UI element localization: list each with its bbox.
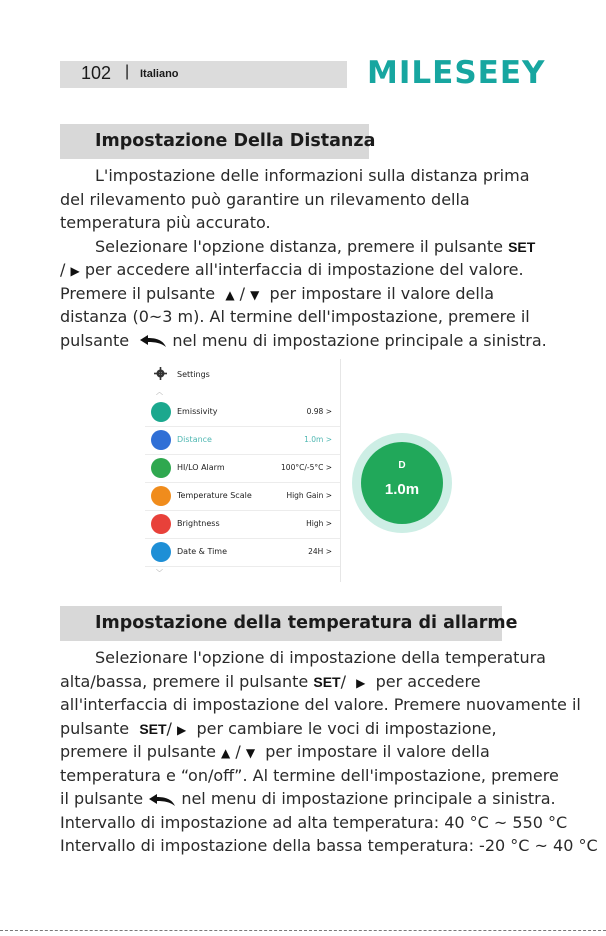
settings-menu — [145, 359, 341, 582]
body-line: Intervallo di impostazione ad alta temperatura: 40 °C ~ 550 °C — [60, 812, 568, 832]
section2-body — [60, 646, 598, 858]
slash-text: / — [239, 283, 246, 303]
down-arrow-icon: ▼ — [245, 746, 256, 760]
body-line: Selezionare l'opzione di impostazione della temperatura — [95, 648, 546, 667]
body-text: per impostare il valore della — [269, 283, 495, 303]
body-line: distanza (0~3 m). Al termine dell'impostazione, premere il — [60, 307, 530, 326]
menu-item-label: Brightness — [177, 519, 220, 528]
menu-item-brightness — [145, 510, 340, 539]
slash-text: / — [60, 260, 66, 279]
right-arrow-icon: ▶ — [356, 675, 366, 690]
down-arrow-icon: ▼ — [250, 287, 260, 302]
up-arrow-icon: ▲ — [221, 746, 231, 760]
distance-icon — [151, 430, 171, 450]
slash-text: / — [166, 718, 172, 738]
menu-item-label: Date & Time — [177, 547, 228, 556]
section1-title: Impostazione Della Distanza — [95, 131, 376, 151]
body-line — [60, 258, 560, 282]
menu-item-date-time — [145, 538, 340, 567]
body-line: del rilevamento può garantire un rilevamento della — [60, 189, 470, 209]
back-arrow-icon — [139, 334, 167, 348]
page-number: 102 — [81, 63, 112, 83]
body-text: per accedere all'interfaccia di impostazione del valore. — [84, 260, 524, 279]
menu-item-value: 24H > — [308, 547, 332, 556]
settings-title: Settings — [177, 370, 210, 379]
body-text: nel menu di impostazione principale a sinistra. — [172, 330, 547, 350]
body-line — [60, 235, 560, 259]
body-text: per cambiare le voci di impostazione, — [196, 718, 497, 738]
menu-item-label: HI/LO Alarm — [177, 463, 225, 472]
menu-item-emissivity — [145, 398, 340, 427]
menu-item-value: High > — [306, 519, 332, 528]
menu-item-label: Distance — [177, 435, 212, 444]
body-text: Selezionare l'opzione distanza, premere il pulsante — [95, 236, 503, 256]
settings-menu-header — [145, 359, 340, 389]
device-settings-screenshot — [145, 359, 460, 582]
slash-text: / — [235, 742, 241, 761]
body-text: premere il pulsante — [60, 742, 216, 761]
header-separator: | — [125, 63, 130, 80]
body-text: pulsante — [60, 718, 130, 738]
section1-body — [60, 164, 560, 352]
menu-item-value: 1.0m > — [304, 435, 332, 444]
back-arrow-icon — [148, 793, 176, 807]
body-line: all'interfaccia di impostazione del valore. Premere nuovamente il — [60, 695, 581, 714]
body-line: temperatura e “on/off”. Al termine dell'impostazione, premere — [60, 765, 559, 785]
body-text: il pulsante — [60, 789, 144, 808]
page-bottom-border — [0, 930, 606, 931]
menu-item-label: Emissivity — [177, 407, 218, 416]
brand-logo: MILESEEY — [367, 55, 546, 91]
distance-display-label: D — [398, 460, 406, 471]
menu-item-value: 0.98 > — [306, 407, 332, 416]
right-arrow-icon: ▶ — [177, 722, 187, 737]
body-line — [60, 740, 560, 764]
set-key-label: SET — [508, 238, 536, 255]
temperature-scale-icon — [151, 486, 171, 506]
menu-item-hilo-alarm — [145, 454, 340, 483]
set-key-label: SET — [139, 720, 167, 737]
gear-icon — [154, 367, 167, 380]
body-text: per impostare il valore della — [265, 742, 490, 761]
body-line — [60, 787, 560, 811]
body-line — [60, 670, 560, 694]
right-arrow-icon: ▶ — [70, 264, 80, 278]
body-line: Intervallo di impostazione della bassa temperatura: -20 °C ~ 40 °C — [60, 836, 598, 855]
alarm-icon — [151, 458, 171, 478]
language-label: Italiano — [140, 68, 179, 80]
menu-item-temperature-scale — [145, 482, 340, 511]
chevron-down-icon: ﹀ — [156, 569, 163, 577]
body-text: Premere il pulsante — [60, 283, 216, 303]
up-arrow-icon: ▲ — [225, 287, 235, 302]
body-text: per accedere — [375, 671, 481, 691]
body-text: alta/bassa, premere il pulsante — [60, 671, 309, 691]
menu-item-value: High Gain > — [286, 491, 332, 500]
section2-title: Impostazione della temperatura di allarme — [95, 613, 518, 633]
body-line — [60, 329, 560, 353]
body-line: L'impostazione delle informazioni sulla distanza prima — [95, 166, 530, 185]
emissivity-icon — [151, 402, 171, 422]
calendar-icon — [151, 542, 171, 562]
body-text: nel menu di impostazione principale a sinistra. — [181, 789, 556, 808]
set-key-label: SET — [313, 673, 341, 690]
brightness-icon — [151, 514, 171, 534]
chevron-up-icon: ︿ — [156, 388, 163, 396]
menu-item-distance — [145, 426, 340, 455]
body-line — [60, 282, 560, 306]
body-text: pulsante — [60, 330, 130, 350]
distance-display-value: 1.0m — [384, 481, 420, 498]
menu-item-label: Temperature Scale — [177, 491, 252, 500]
body-line — [60, 717, 560, 741]
body-line: temperatura più accurato. — [60, 213, 271, 232]
menu-item-value: 100°C/-5°C > — [281, 463, 332, 472]
slash-text: / — [340, 671, 346, 691]
